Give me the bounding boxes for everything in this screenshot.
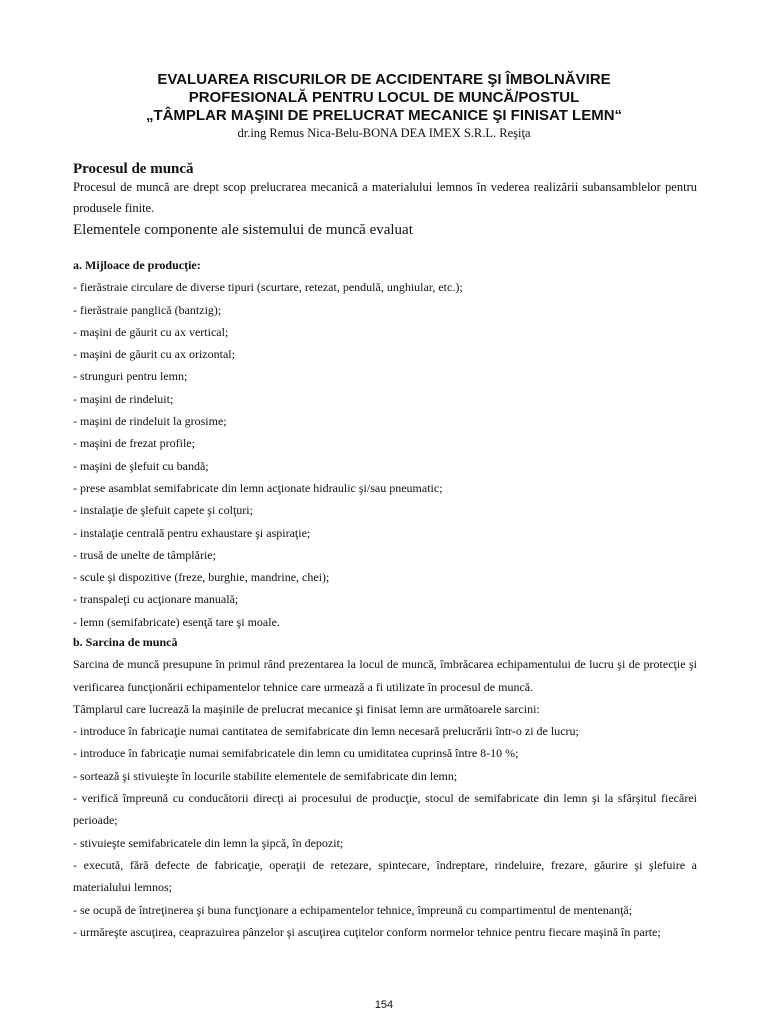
list-item: - scule şi dispozitive (freze, burghie, mandrine, chei); bbox=[73, 570, 330, 585]
title-line-3: „TÂMPLAR MAŞINI DE PRELUCRAT MECANICE ŞI FINISAT LEMN“ bbox=[145, 107, 623, 124]
list-item: - lemn (semifabricate) esenţă tare şi moale. bbox=[73, 614, 280, 629]
list-item: - instalaţie de şlefuit capete şi colţuri; bbox=[73, 503, 253, 518]
list-item: - fierăstraie panglică (bantzig); bbox=[73, 302, 222, 317]
list-item: - strunguri pentru lemn; bbox=[73, 369, 188, 384]
list-item: - transpaleţi cu acţionare manuală; bbox=[73, 592, 239, 607]
work-process-text: Procesul de muncă are drept scop prelucrarea mecanică a materialului lemnos în vederea realizării subansamblelor pentru produsele finite. bbox=[73, 180, 697, 215]
work-task-section bbox=[73, 631, 697, 943]
list-item: - fierăstraie circulare de diverse tipuri (scurtare, retezat, pendulă, unghiular, etc.); bbox=[73, 280, 463, 295]
list-item: - maşini de şlefuit cu bandă; bbox=[73, 458, 209, 473]
document-title bbox=[0, 71, 768, 125]
list-item: - maşini de găurit cu ax orizontal; bbox=[73, 347, 235, 362]
list-item: - maşini de găurit cu ax vertical; bbox=[73, 324, 229, 339]
work-task-intro: Sarcina de muncă presupune în primul rând prezentarea la locul de muncă, îmbrăcarea echipamentului de lucru şi de protecţie şi verificarea funcţionării echipamentelor tehnice care urmează a fi utilizate în procesul de muncă. bbox=[73, 657, 697, 694]
work-task-intro-2: Tâmplarul care lucrează la maşinile de prelucrat mecanice şi finisat lemn are următoarele sarcini: bbox=[73, 701, 540, 716]
list-item: - maşini de rindeluit la grosime; bbox=[73, 414, 227, 429]
list-item: - prese asamblat semifabricate din lemn acţionate hidraulic şi/sau pneumatic; bbox=[73, 480, 443, 495]
production-means-section bbox=[73, 254, 697, 633]
work-task-label: b. Sarcina de muncă bbox=[73, 635, 178, 649]
list-item: - trusă de unelte de tâmplărie; bbox=[73, 547, 216, 562]
list-item: - stivuieşte semifabricatele din lemn la şipcă, în depozit; bbox=[73, 835, 344, 850]
list-item: - introduce în fabricaţie numai cantitatea de semifabricate din lemn necesară prelucrării într-o zi de lucru; bbox=[73, 724, 579, 739]
work-task-list bbox=[73, 720, 697, 943]
production-means-list bbox=[73, 276, 697, 633]
list-item: - maşini de rindeluit; bbox=[73, 391, 174, 406]
title-line-1: EVALUAREA RISCURILOR DE ACCIDENTARE ŞI ÎMBOLNĂVIRE bbox=[157, 71, 611, 88]
list-item: - urmăreşte ascuţirea, ceaprazuirea pânzelor şi ascuţirea cuţitelor conform normelor tehnice pentru fiecare maşină în parte; bbox=[73, 924, 661, 939]
list-item: - sortează şi stivuieşte în locurile stabilite elementele de semifabricate din lemn; bbox=[73, 768, 458, 783]
page-number: 154 bbox=[374, 999, 394, 1011]
title-line-2: PROFESIONALĂ PENTRU LOCUL DE MUNCĂ/POSTUL bbox=[188, 89, 580, 106]
list-item: - maşini de frezat profile; bbox=[73, 436, 195, 451]
list-item: - se ocupă de întreţinerea şi buna funcţionare a echipamentelor tehnice, împreună cu compartimentul de mentenanţă; bbox=[73, 902, 633, 917]
author-line: dr.ing Remus Nica-Belu-BONA DEA IMEX S.R.L. Reşiţa bbox=[237, 126, 531, 140]
list-item: - execută, fără defecte de fabricaţie, operaţii de retezare, spintecare, îndreptare, rindeluire, frezare, găurire şi şlefuire a materialului lemnos; bbox=[73, 857, 697, 895]
components-heading: Elementele componente ale sistemului de muncă evaluat bbox=[73, 222, 413, 238]
list-item: - verifică împreună cu conducătorii direcţi ai procesului de producţie, stocul de semifabricate din lemn şi la sfârşitul fiecărei perioade; bbox=[73, 791, 697, 828]
production-means-label: a. Mijloace de producţie: bbox=[73, 258, 201, 272]
work-process-heading: Procesul de muncă bbox=[73, 161, 194, 177]
list-item: - introduce în fabricaţie numai semifabricatele din lemn cu umiditatea cuprinsă între 8-10 %; bbox=[73, 746, 519, 761]
list-item: - instalaţie centrală pentru exhaustare şi aspiraţie; bbox=[73, 525, 311, 540]
